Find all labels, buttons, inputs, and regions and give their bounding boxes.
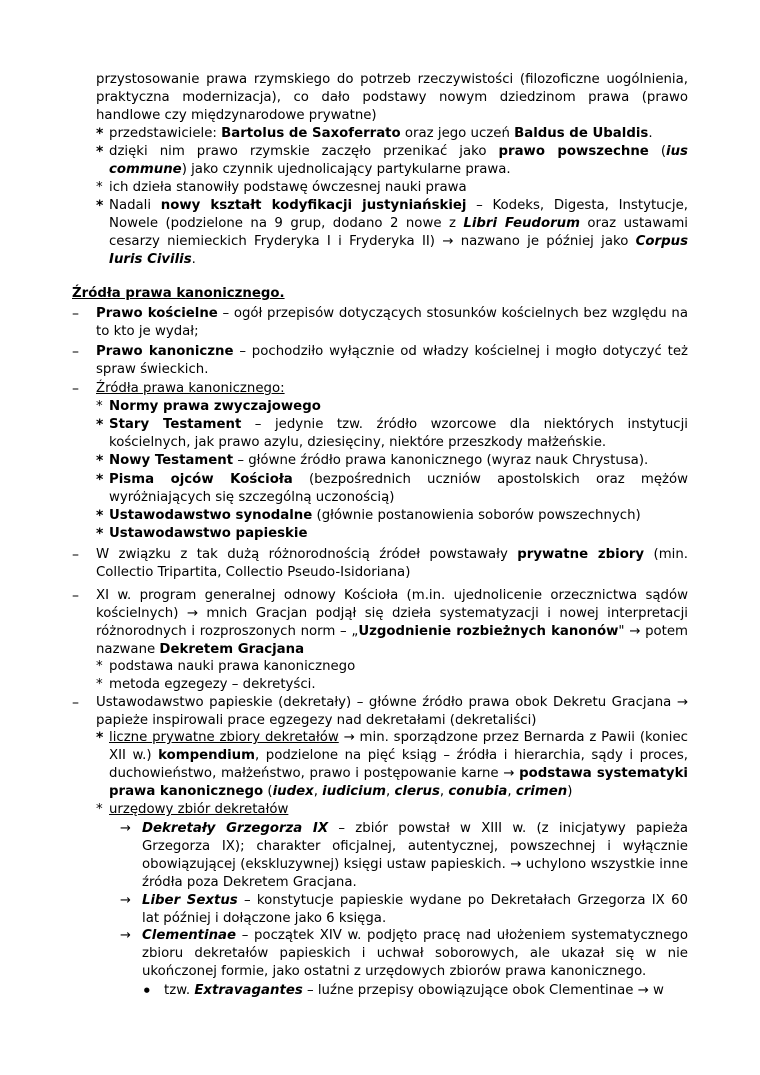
- name-baldus: Baldus de Ubaldis: [514, 126, 649, 141]
- private-collections-paragraph: – W związku z tak dużą różnorodnością źródeł powstawały prywatne zbiory (min. Collectio Tripartita, Collectio Pseudo-Isidoriana): [72, 547, 688, 580]
- dash-marker: –: [72, 695, 79, 711]
- bullet-star-marker: *: [96, 144, 104, 160]
- gracjan-paragraph: – XI w. program generalnej odnowy Kościoła (m.in. ujednolicenie orzecznictwa sądów kościelnych) → mnich Gracjan podjął się dzieła systematyzacji i nowej interpretacji różnorodnych i rozproszonych norm – „Uzgodnienie rozbieżnych kanonów" → potem nazwane Dekretem Gracjana: [72, 588, 688, 657]
- dash-marker: –: [72, 588, 79, 604]
- section-heading: Źródła prawa kanonicznego.: [72, 286, 285, 301]
- bullet-star-marker: *: [96, 399, 103, 414]
- bullet-star-marker: *: [96, 453, 104, 469]
- dash-marker: –: [72, 381, 79, 397]
- bullet-star-marker: *: [96, 198, 104, 214]
- sources-list-header: – Źródła prawa kanonicznego:: [72, 381, 285, 397]
- source-item-normy: * Normy prawa zwyczajowego: [96, 399, 321, 414]
- bullet-star-marker: *: [96, 526, 104, 542]
- dash-marker: –: [72, 306, 79, 322]
- bullet-star-marker: *: [96, 508, 104, 524]
- arrow-marker: →: [120, 928, 131, 943]
- glossators-bullet-1: * przedstawiciele: Bartolus de Saxoferrato oraz jego uczeń Baldus de Ubaldis.: [96, 126, 653, 142]
- dash-marker: –: [72, 547, 79, 563]
- arrow-marker: →: [120, 893, 131, 908]
- source-item-nowy-testament: * Nowy Testament – główne źródło prawa kanonicznego (wyraz nauk Chrystusa).: [96, 453, 649, 469]
- name-bartolus: Bartolus de Saxoferrato: [221, 126, 401, 141]
- item-extravagantes: • tzw. Extravagantes – luźne przepisy obowiązujące obok Clementinae → w: [142, 982, 664, 1000]
- bullet-star-marker: *: [96, 417, 104, 433]
- bullet-star-marker: *: [96, 180, 103, 195]
- private-decretals-bullet: * liczne prywatne zbiory dekretałów → min. sporządzone przez Bernarda z Pawii (koniec XII w.) kompendium, podzielone na pięć ksiąg – źródła i hierarchia, sądy i proces, duchowieństwo, małżeństwo, prawo i postępowanie karne → podstawa systematyki prawa kanonicznego (iudex, iudicium, clerus, conubia, crimen): [96, 730, 688, 799]
- source-item-synodalne: * Ustawodawstwo synodalne (głównie postanowienia soborów powszechnych): [96, 508, 641, 524]
- official-decretals-bullet: * urzędowy zbiór dekretałów: [96, 802, 289, 817]
- gracjan-bullet-1: * podstawa nauki prawa kanonicznego: [96, 659, 356, 674]
- dash-marker: –: [72, 344, 79, 360]
- bullet-star-marker: *: [96, 472, 104, 488]
- bullet-dot-marker: •: [142, 982, 152, 1000]
- source-item-stary-testament: * Stary Testament – jedynie tzw. źródło wzorcowe dla niektórych instytucji kościelnych, jak prawo azylu, dziesięciny, niektóre przeszkody małżeńskie.: [96, 417, 688, 450]
- glossators-bullet-3: * ich dzieła stanowiły podstawę ówczesnej nauki prawa: [96, 180, 467, 195]
- arrow-marker: →: [120, 821, 131, 836]
- item-clementinae: → Clementinae – początek XIV w. podjęto pracę nad ułożeniem systematycznego zbioru dekretałów papieskich i uchwał soborowych, ale ukazał się w nie ukończonej formie, jako ostatni z urzędowych zbiorów prawa kanonicznego.: [120, 928, 688, 979]
- decretals-paragraph: – Ustawodawstwo papieskie (dekretały) – główne źródło prawa obok Dekretu Gracjana → papieże inspirowali prace egzegezy nad dekretałami (dekretaliści): [72, 695, 688, 728]
- source-item-papieskie: * Ustawodawstwo papieskie: [96, 526, 308, 542]
- glossators-bullet-2: * dzięki nim prawo rzymskie zaczęło przenikać jako prawo powszechne (ius commune) jako czynnik ujednolicający partykularne prawa.: [96, 144, 688, 177]
- bullet-star-marker: *: [96, 126, 104, 142]
- bullet-star-marker: *: [96, 659, 103, 674]
- bullet-star-marker: *: [96, 677, 103, 692]
- bullet-star-marker: *: [96, 730, 104, 746]
- item-liber-sextus: → Liber Sextus – konstytucje papieskie wydane po Dekretałach Grzegorza IX 60 lat później i dołączone jako 6 księga.: [120, 893, 688, 926]
- definition-prawo-kanoniczne: – Prawo kanoniczne – pochodziło wyłącznie od władzy kościelnej i mogło dotyczyć też spraw świeckich.: [72, 344, 688, 377]
- bullet-star-marker: *: [96, 802, 103, 817]
- glossators-bullet-4: * Nadali nowy kształt kodyfikacji justyniańskiej – Kodeks, Digesta, Instytucje, Nowele (podzielone na 9 grup, dodano 2 nowe z Libri Feudorum oraz ustawami cesarzy niemieckich Fryderyka I i Fryderyka II) → nazwano je później jako Corpus Iuris Civilis.: [96, 198, 688, 267]
- gracjan-bullet-2: * metoda egzegezy – dekretyści.: [96, 677, 316, 692]
- definition-prawo-koscielne: – Prawo kościelne – ogół przepisów dotyczących stosunków kościelnych bez względu na to kto je wydał;: [72, 306, 688, 339]
- source-item-pisma-ojcow: * Pisma ojców Kościoła (bezpośrednich uczniów apostolskich oraz mężów wyróżniających się szczególną uczonością): [96, 472, 688, 505]
- item-dekretaly-grzegorza: → Dekretały Grzegorza IX – zbiór powstał w XIII w. (z inicjatywy papieża Grzegorza IX); charakter oficjalnej, autentycznej, powszechnej i wyłącznie obowiązującej (ekskluzywnej) księgi ustaw papieskich. → uchylono wszystkie inne źródła poza Dekretem Gracjana.: [120, 821, 688, 890]
- intro-paragraph: przystosowanie prawa rzymskiego do potrzeb rzeczywistości (filozoficzne uogólnienia, praktyczna modernizacja), co dało podstawy nowym dziedzinom prawa (prawo handlowe czy międzynarodowe prywatne): [96, 72, 688, 123]
